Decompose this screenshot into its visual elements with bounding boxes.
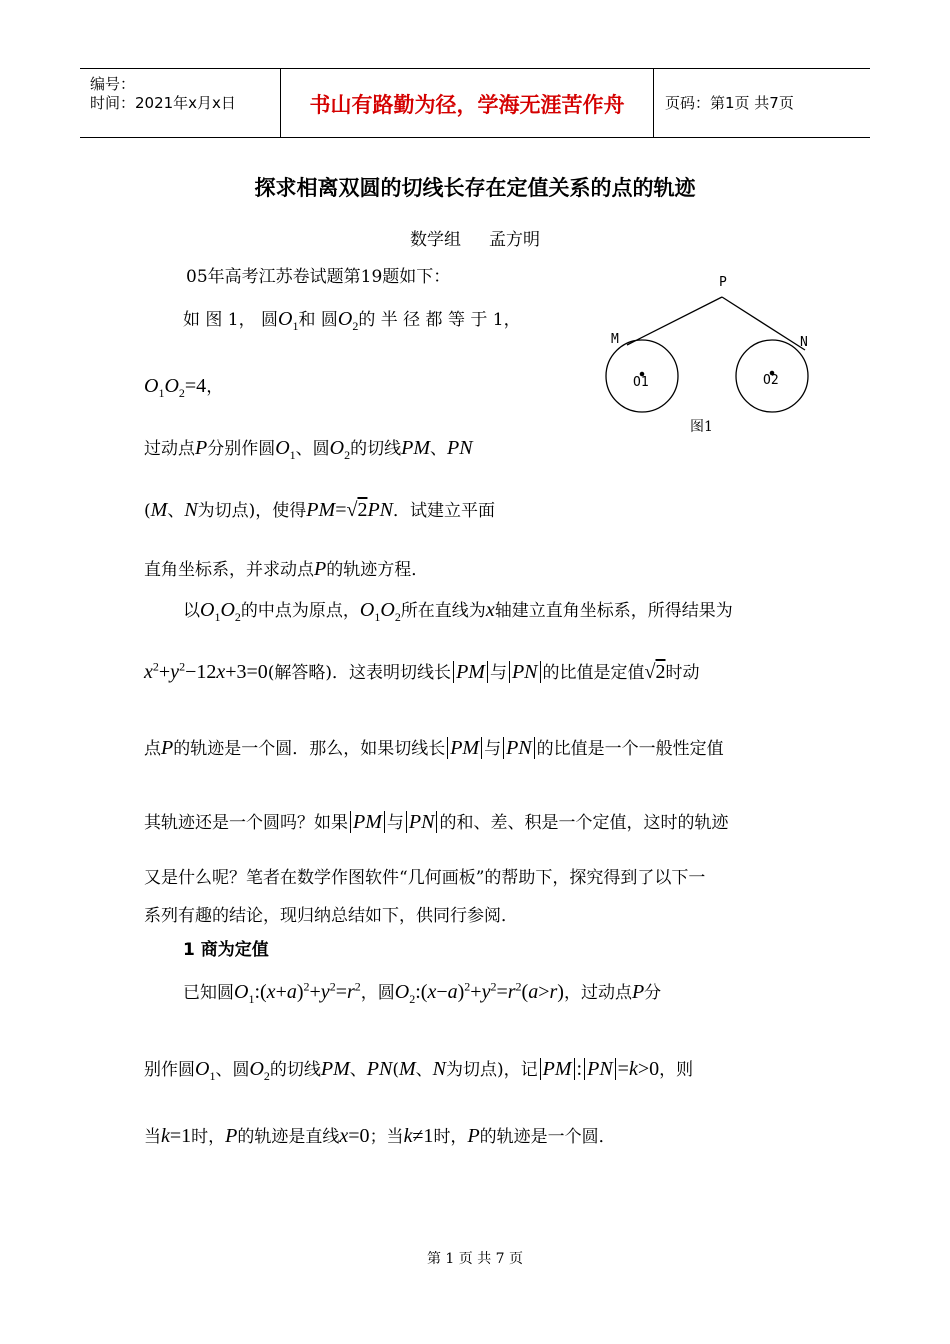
- text-line: (M、N为切点)，使得PM=√2PN．试建立平面: [144, 499, 496, 521]
- text-line: $x^2+y^2-12x+3=0$(解答略)．这表明切线长 PM 与 PN 的比值是定值√2时动: [144, 659, 700, 683]
- document-title: 探求相离双圆的切线长存在定值关系的点的轨迹: [254, 176, 696, 200]
- author-group: 数学组: [410, 230, 461, 250]
- text-line: 系列有趣的结论，现归纳总结如下，供同行参阅．: [144, 906, 518, 926]
- text-line: 又是什么呢？笔者在数学作图软件“几何画板”的帮助下，探究得到了以下一: [144, 868, 706, 888]
- number-label: 编号：: [90, 75, 136, 93]
- time-label: 时间：2021年x月x日: [90, 94, 236, 112]
- header-motto: 书山有路勤为径，学海无涯苦作舟: [281, 69, 654, 137]
- section-heading: 1 商为定值: [183, 940, 269, 960]
- text-line: 当k=1时，P的轨迹是直线x=0；当k≠1时，P的轨迹是一个圆．: [144, 1125, 616, 1147]
- header-page-info: 页码：第1页 共7页: [665, 94, 794, 112]
- figure-1: [600, 272, 820, 442]
- figure-caption: 图1: [690, 419, 713, 435]
- label-o1: O1: [633, 375, 649, 390]
- text-line: 已知圆$O_1:(x+a)^2+y^2=r^2$，圆$O_2:(x-a)^2+y^2=r^2(a>r)$，过动点P分: [183, 979, 662, 1006]
- text-line: $O_1O_2=4$，: [144, 375, 224, 400]
- text-line: 05年高考江苏卷试题第19题如下：: [186, 267, 451, 287]
- page-header: [80, 68, 870, 138]
- label-o2: O2: [763, 373, 779, 388]
- label-n: N: [800, 335, 808, 350]
- label-m: M: [611, 332, 619, 347]
- text-line: 过动点P分别作圆$O_1$、圆$O_2$的切线PM、PN: [144, 437, 473, 462]
- text-line: 以$O_1O_2$的中点为原点，$O_1O_2$所在直线为x轴建立直角坐标系，所得结果为: [183, 599, 733, 624]
- author-name: 孟方明: [489, 230, 540, 250]
- text-line: 如 图 1， 圆$O_1$和 圆$O_2$的 半 径 都 等 于 1，: [183, 308, 521, 333]
- label-p: P: [719, 275, 727, 290]
- text-line: 直角坐标系，并求动点P的轨迹方程．: [144, 558, 429, 580]
- text-line: 别作圆$O_1$、圆$O_2$的切线PM、PN(M、N为切点)，记 PM : PN =k>0，则: [144, 1058, 694, 1083]
- text-line: 其轨迹还是一个圆吗？如果 PM 与 PN 的和、差、积是一个定值，这时的轨迹: [144, 811, 729, 833]
- author-line: [0, 225, 950, 250]
- page-footer: 第 1 页 共 7 页: [426, 1251, 524, 1267]
- text-line: 点P的轨迹是一个圆．那么，如果切线长 PM 与 PN 的比值是一个一般性定值: [144, 737, 724, 759]
- header-meta: [80, 69, 281, 137]
